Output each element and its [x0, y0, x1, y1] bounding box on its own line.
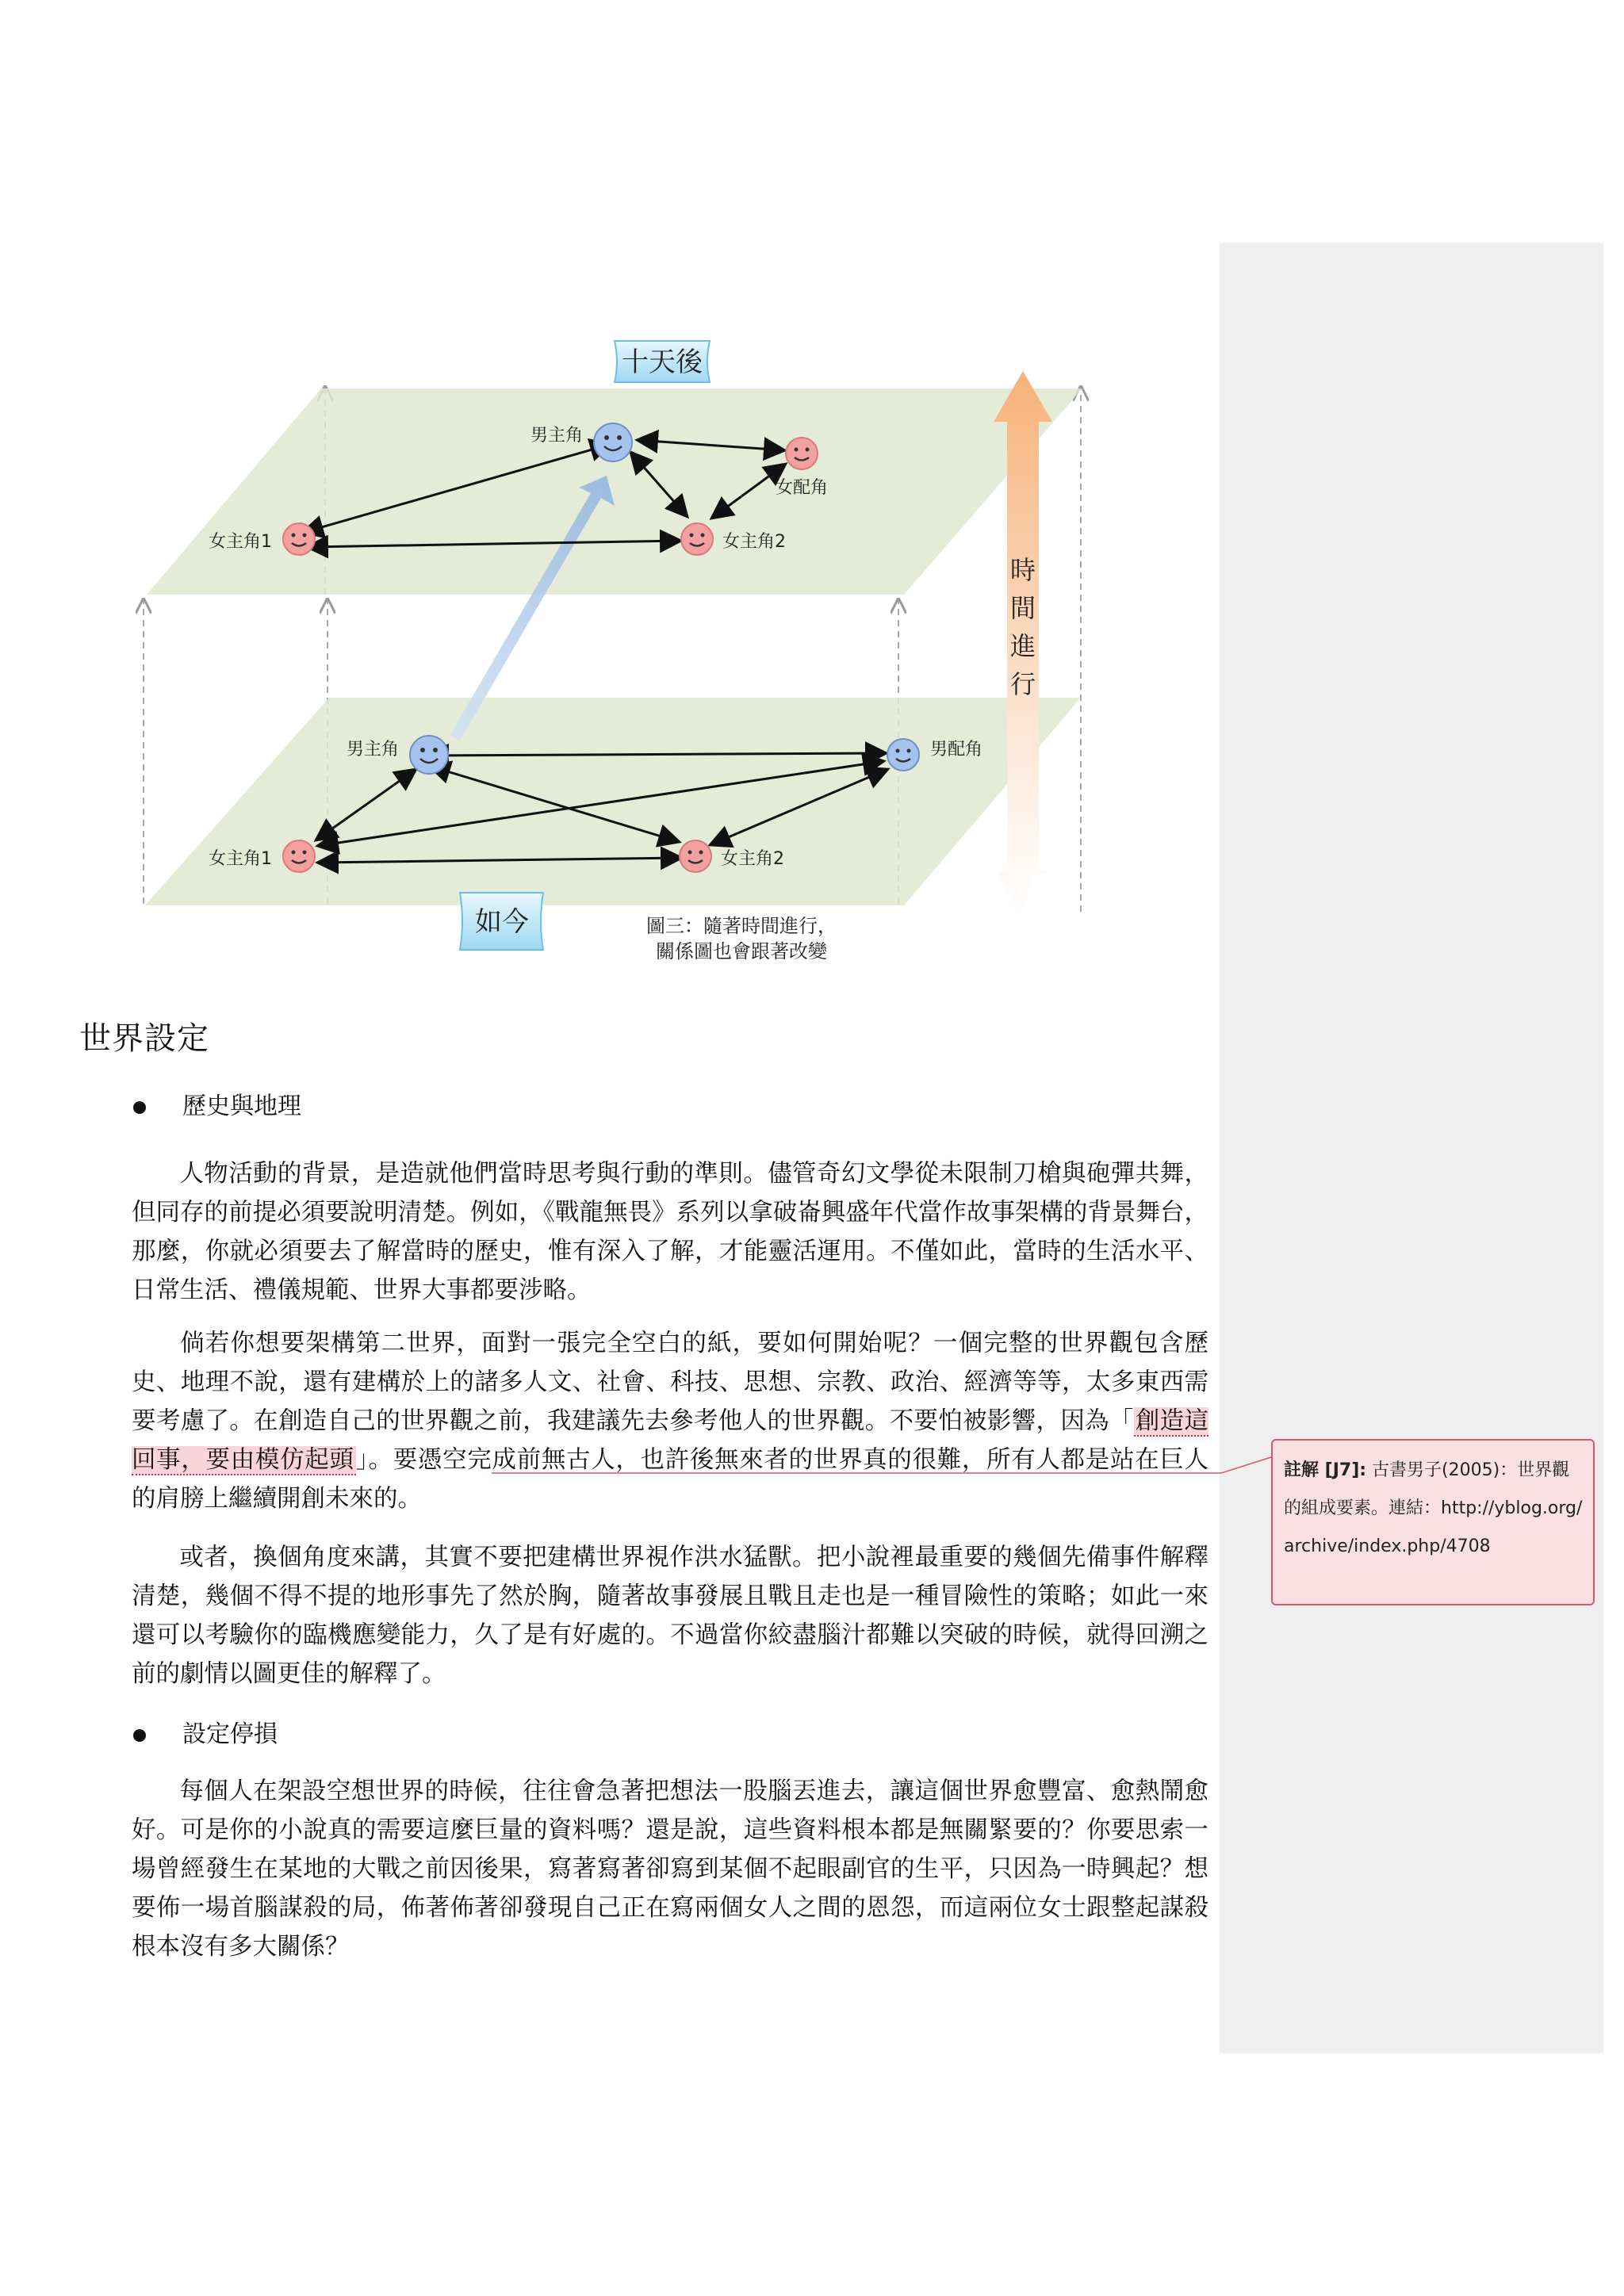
bullet-history: [133, 1086, 301, 1121]
paragraph-1: [132, 1154, 1208, 1310]
paragraph-2-text-a: 倘若你想要架構第二世界，面對一張完全空白的紙，要如何開始呢？一個完整的世界觀包含歷史、地理不說，還有建構於上的諸多人文、社會、科技、思想、宗教、政治、經濟等等，太多東西需要考慮了。在創造自己的世界觀之前，我建議先去參考他人的世界觀。不要怕被影響，因為「: [132, 1330, 1208, 1435]
section-heading: 世界設定: [79, 1020, 209, 1057]
smiley-icon-male-bottom: [410, 736, 448, 774]
paragraph-4-text: 每個人在架設空想世界的時候，往往會急著把想法一股腦丟進去，讓這個世界愈豐富、愈熱鬧愈好。可是你的小說真的需要這麼巨量的資料嗎？還是說，這些資料根本都是無關緊要的？你要思索一場曾經發生在某地的大戰之前因後果，寫著寫著卻寫到某個不起眼副官的生平，只因為一時興起？想要佈一場首腦謀殺的局，佈著佈著卻發現自己正在寫兩個女人之間的恩怨，而這兩位女士跟整起謀殺根本沒有多大關係？: [132, 1777, 1208, 1961]
label-male-lead-bottom: 男主角: [346, 740, 399, 760]
bottom-time-tag: [460, 893, 543, 950]
bottom-time-label: 如今: [475, 906, 529, 938]
time-label-4: 行: [1009, 669, 1036, 699]
smiley-icon-male-support-bottom: [887, 739, 919, 771]
paragraph-2-text-b: 」。要憑空完成前無古人，也許後無來者的世界真的很難，所有人都是站在巨人的肩膀上繼續開創未來的。: [132, 1446, 1209, 1513]
bullet-dot-icon: [133, 1101, 146, 1114]
figure-caption-line1: 圖三：隨著時間進行，: [646, 915, 837, 937]
top-time-label: 十天後: [622, 346, 703, 378]
paragraph-3-text: 或者，換個角度來講，其實不要把建構世界視作洪水猛獸。把小說裡最重要的幾個先備事件解釋清楚，幾個不得不提的地形事先了然於胸，隨著故事發展且戰且走也是一種冒險性的策略；如此一來還可以考驗你的臨機應變能力，久了是有好處的。不過當你絞盡腦汁都難以突破的時候，就得回溯之前的劇情以圖更佳的解釋了。: [132, 1544, 1208, 1688]
comment-margin-panel: [1220, 243, 1603, 2053]
relationship-diagram: [123, 317, 1130, 983]
label-female-lead2-top: 女主角2: [722, 532, 786, 552]
label-female-lead2-bottom: 女主角2: [721, 849, 784, 869]
comment-highlight[interactable]: 創造這回事，要由模仿起頭: [132, 1407, 1209, 1474]
smiley-icon-female2-bottom: [680, 840, 711, 872]
comment-balloon[interactable]: [1271, 1439, 1595, 1605]
bullet-stop-loss-label: 設定停損: [182, 1720, 278, 1748]
bullet-dot-icon: [133, 1729, 146, 1742]
figure-caption-line2: 關係圖也會跟著改變: [656, 940, 827, 962]
paragraph-2: [132, 1324, 1208, 1518]
comment-text: 古書男子(2005)：世界觀的組成要素。連結：http://yblog.org/archive/index.php/4708: [1284, 1460, 1583, 1556]
smiley-icon-female1-top: [283, 523, 315, 555]
time-label-3: 進: [1009, 631, 1036, 661]
bullet-stop-loss: [133, 1714, 278, 1749]
bullet-history-label: 歷史與地理: [182, 1093, 301, 1120]
smiley-icon-female1-bottom: [283, 840, 315, 872]
top-time-tag: [615, 341, 710, 382]
label-male-lead-top: 男主角: [530, 426, 583, 446]
time-label-2: 間: [1009, 593, 1036, 623]
smiley-icon-male-top: [594, 423, 632, 461]
comment-label: 註解 [J7]:: [1284, 1460, 1367, 1480]
paragraph-1-text: 人物活動的背景，是造就他們當時思考與行動的準則。儘管奇幻文學從未限制刀槍與砲彈共舞，但同存的前提必須要說明清楚。例如，《戰龍無畏》系列以拿破崙興盛年代當作故事架構的背景舞台，那麼，你就必須要去了解當時的歷史，惟有深入了解，才能靈活運用。不僅如此，當時的生活水平、日常生活、禮儀規範、世界大事都要涉略。: [132, 1160, 1208, 1304]
time-label-1: 時: [1009, 555, 1036, 585]
smiley-icon-female2-top: [681, 523, 713, 555]
label-male-support-bottom: 男配角: [930, 740, 983, 760]
paragraph-4: [132, 1772, 1208, 1966]
label-female-lead1-top: 女主角1: [209, 532, 272, 552]
label-female-support-top: 女配角: [775, 478, 829, 498]
paragraph-3: [132, 1538, 1208, 1693]
label-female-lead1-bottom: 女主角1: [209, 849, 272, 869]
smiley-icon-female-support-top: [786, 438, 818, 469]
